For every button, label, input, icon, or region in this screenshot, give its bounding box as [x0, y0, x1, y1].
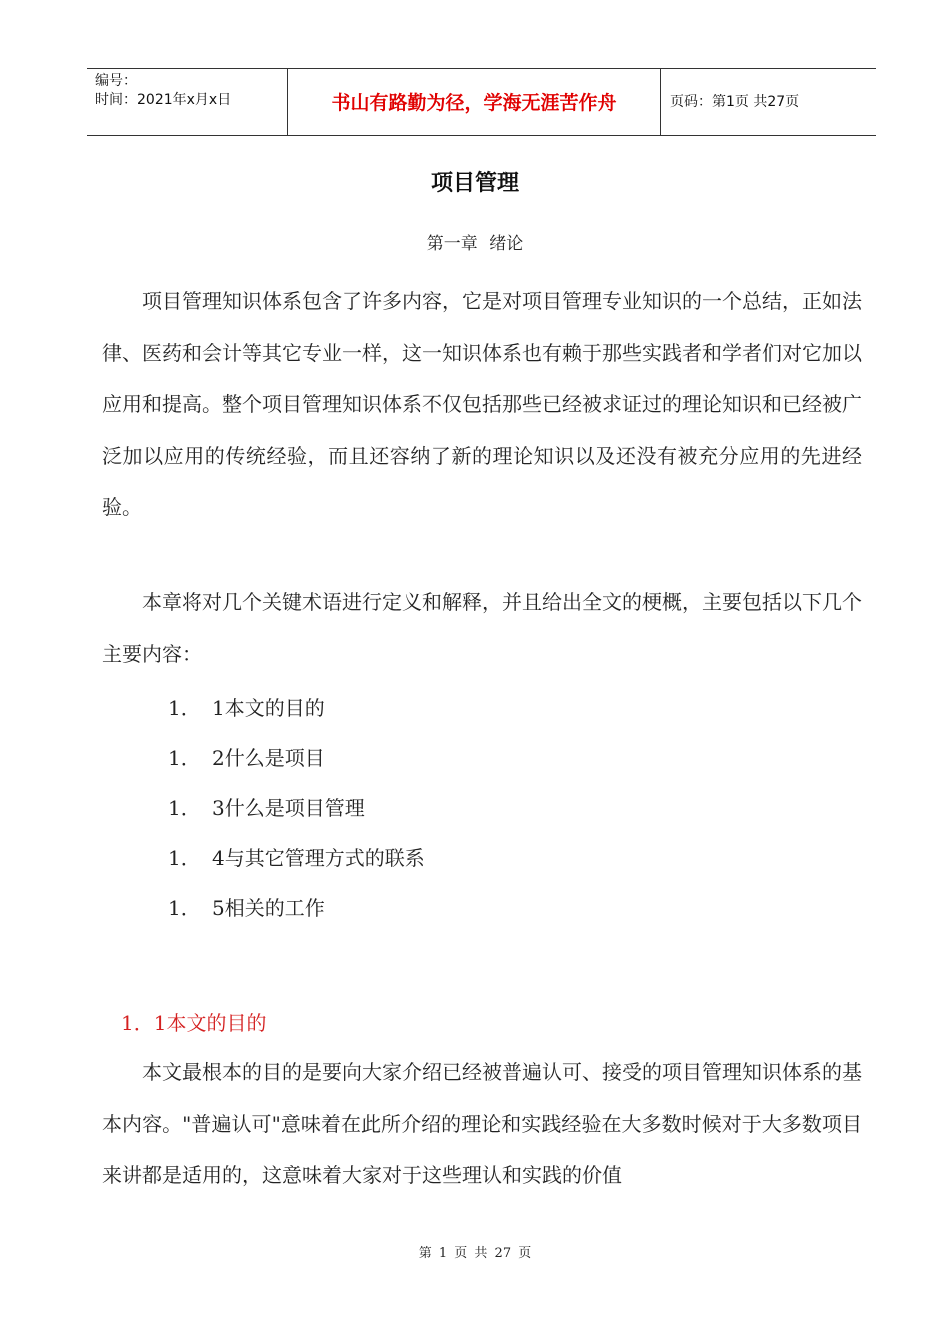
list-item-number: 1． [168, 896, 201, 920]
list-item-number: 1． [168, 696, 201, 720]
list-item-number: 1． [168, 846, 201, 870]
document-title: 项目管理 [430, 171, 519, 196]
list-item-number: 1． [168, 746, 201, 770]
list-item [168, 683, 425, 733]
header-page-cell [661, 69, 876, 135]
list-item [168, 833, 425, 883]
list-item-text: 5相关的工作 [212, 896, 325, 920]
list-item-text: 2什么是项目 [212, 746, 325, 770]
document-header [87, 68, 876, 136]
list-item [168, 883, 425, 933]
chapter-heading: 第一章 绪论 [426, 234, 524, 254]
motto-text: 书山有路勤为径，学海无涯苦作舟 [331, 92, 617, 114]
list-item [168, 783, 425, 833]
list-item-text: 1本文的目的 [212, 696, 325, 720]
header-motto-cell [288, 69, 661, 135]
page-info: 页码：第1页 共27页 [670, 94, 800, 110]
section-heading: 1．1本文的目的 [121, 1011, 267, 1035]
header-meta-cell [87, 69, 288, 135]
list-item-number: 1． [168, 796, 201, 820]
section-paragraph: 本文最根本的目的是要向大家介绍已经被普遍认可、接受的项目管理知识体系的基本内容。"普遍认可"意味着在此所介绍的理论和实践经验在大多数时候对于大多数项目来讲都是适用的，这意味着大家对于这些理认和实践的价值 [102, 1060, 862, 1187]
intro-paragraph: 项目管理知识体系包含了许多内容，它是对项目管理专业知识的一个总结，正如法律、医药和会计等其它专业一样，这一知识体系也有赖于那些实践者和学者们对它加以应用和提高。整个项目管理知识体系不仅包括那些已经被求证过的理论知识和已经被广泛加以应用的传统经验，而且还容纳了新的理论知识以及还没有被充分应用的先进经验。 [102, 289, 862, 519]
list-item-text: 3什么是项目管理 [212, 796, 365, 820]
list-item-text: 4与其它管理方式的联系 [212, 846, 425, 870]
page-footer: 第 1 页 共 27 页 [418, 1246, 532, 1261]
time-label: 时间：2021年x月x日 [95, 92, 232, 108]
chapter-contents-list [168, 683, 425, 933]
list-item [168, 733, 425, 783]
serial-number-label: 编号： [95, 73, 137, 89]
overview-paragraph: 本章将对几个关键术语进行定义和解释，并且给出全文的梗概，主要包括以下几个主要内容： [102, 590, 862, 666]
